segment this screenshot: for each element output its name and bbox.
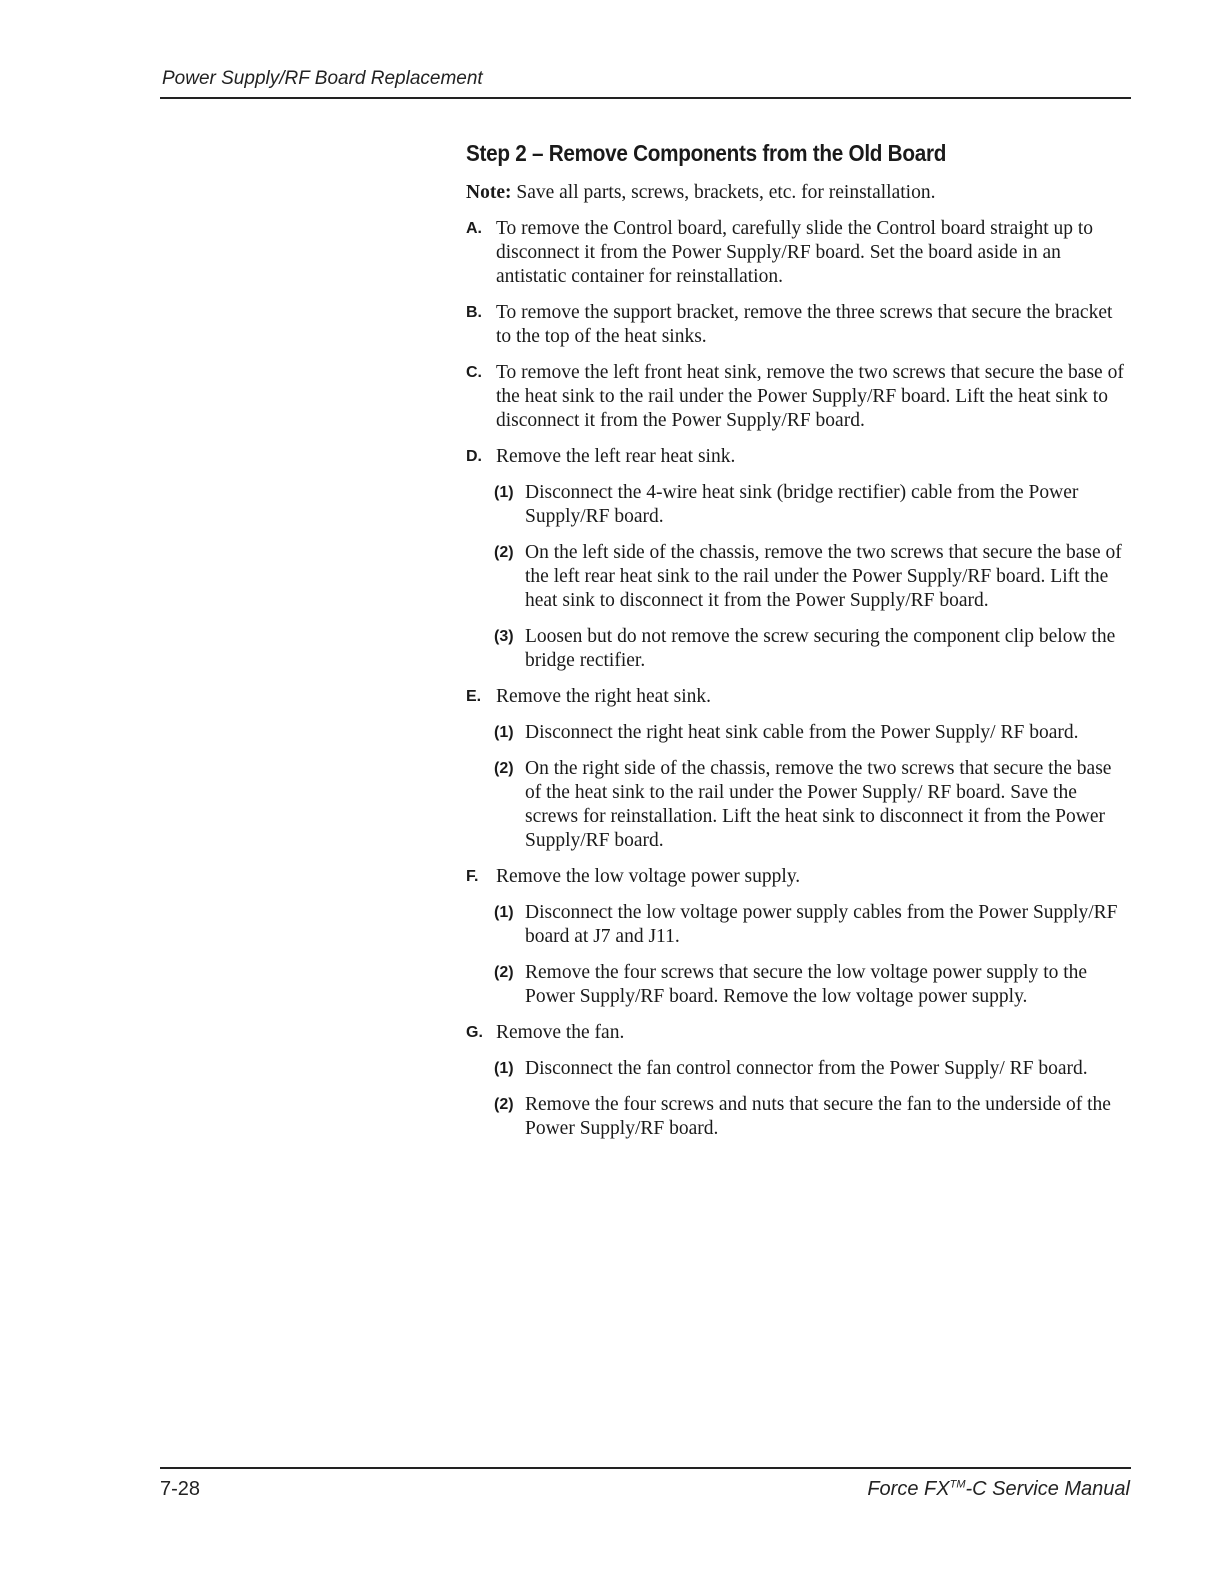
substep-item bbox=[466, 625, 1130, 673]
step-item bbox=[466, 445, 1130, 469]
substep-label: (2) bbox=[494, 760, 514, 777]
step-item-text: Remove the low voltage power supply. bbox=[496, 866, 801, 887]
substep-label: (1) bbox=[494, 484, 514, 501]
substep-label: (2) bbox=[494, 964, 514, 981]
substep-label: (2) bbox=[494, 544, 514, 561]
step-item bbox=[466, 361, 1130, 433]
substep-item bbox=[466, 481, 1130, 529]
substep-text: On the right side of the chassis, remove the two screws that secure the base of the heat sink to the rail under the Power Supply/ RF board. Save the screws for reinstallation. Lift the heat sink to disconnect it from the Power Supply/RF board. bbox=[525, 758, 1112, 851]
step-item-text: Remove the fan. bbox=[496, 1022, 625, 1043]
step-item bbox=[466, 217, 1130, 289]
manual-title-prefix: Force FX bbox=[867, 1478, 950, 1500]
substep-text: Remove the four screws that secure the low voltage power supply to the Power Supply/RF board. Remove the low voltage power supply. bbox=[525, 962, 1088, 1007]
substep-label: (1) bbox=[494, 724, 514, 741]
page-number: 7-28 bbox=[160, 1478, 201, 1500]
step-title: Step 2 – Remove Components from the Old Board bbox=[466, 140, 947, 166]
substep-text: On the left side of the chassis, remove the two screws that secure the base of the left rear heat sink to the rail under the Power Supply/RF board. Lift the heat sink to disconnect it from the Power Supply/RF board. bbox=[525, 542, 1122, 611]
step-item-label: G. bbox=[466, 1024, 483, 1041]
step-item-text: To remove the Control board, carefully slide the Control board straight up to disconnect it from the Power Supply/RF board. Set the board aside in an antistatic container for reinstallation. bbox=[496, 218, 1094, 287]
substep-item bbox=[466, 541, 1130, 613]
substep-label: (3) bbox=[494, 628, 514, 645]
substep-text: Disconnect the 4-wire heat sink (bridge rectifier) cable from the Power Supply/RF board. bbox=[525, 482, 1079, 527]
substep-item bbox=[466, 901, 1130, 949]
substep-item bbox=[466, 1093, 1130, 1141]
note-text: Save all parts, screws, brackets, etc. for reinstallation. bbox=[516, 182, 936, 203]
step-item bbox=[466, 301, 1130, 349]
substep-label: (2) bbox=[494, 1096, 514, 1113]
step-item-text: Remove the left rear heat sink. bbox=[496, 446, 736, 467]
substep-item bbox=[466, 757, 1130, 853]
step-item bbox=[466, 1021, 1130, 1045]
header-rule bbox=[160, 97, 1131, 99]
step-content bbox=[466, 138, 1130, 1153]
substep-text: Loosen but do not remove the screw securing the component clip below the bridge rectifier. bbox=[525, 626, 1116, 671]
manual-title-suffix: -C Service Manual bbox=[965, 1478, 1130, 1500]
step-item-text: To remove the left front heat sink, remove the two screws that secure the base of the heat sink to the rail under the Power Supply/RF board. Lift the heat sink to disconnect it from the Power Supply/RF board. bbox=[496, 362, 1124, 431]
step-item-label: D. bbox=[466, 448, 482, 465]
substep-text: Remove the four screws and nuts that secure the fan to the underside of the Power Supply/RF board. bbox=[525, 1094, 1111, 1139]
step-item-label: F. bbox=[466, 868, 479, 885]
step-item-label: E. bbox=[466, 688, 482, 705]
substep-label: (1) bbox=[494, 904, 514, 921]
step-item bbox=[466, 865, 1130, 889]
step-item bbox=[466, 685, 1130, 709]
step-item-label: B. bbox=[466, 304, 482, 321]
step-item-label: C. bbox=[466, 364, 482, 381]
step-item-text: Remove the right heat sink. bbox=[496, 686, 711, 707]
substep-text: Disconnect the low voltage power supply cables from the Power Supply/RF board at J7 and J11. bbox=[525, 902, 1118, 947]
substep-item bbox=[466, 961, 1130, 1009]
step-item-label: A. bbox=[466, 220, 482, 237]
note-label: Note: bbox=[466, 182, 512, 203]
step-item-text: To remove the support bracket, remove the three screws that secure the bracket to the top of the heat sinks. bbox=[496, 302, 1113, 347]
substep-text: Disconnect the fan control connector from the Power Supply/ RF board. bbox=[525, 1058, 1088, 1079]
substep-text: Disconnect the right heat sink cable from the Power Supply/ RF board. bbox=[525, 722, 1079, 743]
footer-rule bbox=[160, 1467, 1131, 1469]
note bbox=[466, 181, 1130, 205]
running-header: Power Supply/RF Board Replacement bbox=[162, 68, 483, 89]
substep-item bbox=[466, 1057, 1130, 1081]
manual-title bbox=[867, 1478, 1130, 1501]
substep-label: (1) bbox=[494, 1060, 514, 1077]
step-list bbox=[466, 217, 1130, 1141]
trademark: TM bbox=[949, 1478, 966, 1491]
substep-item bbox=[466, 721, 1130, 745]
